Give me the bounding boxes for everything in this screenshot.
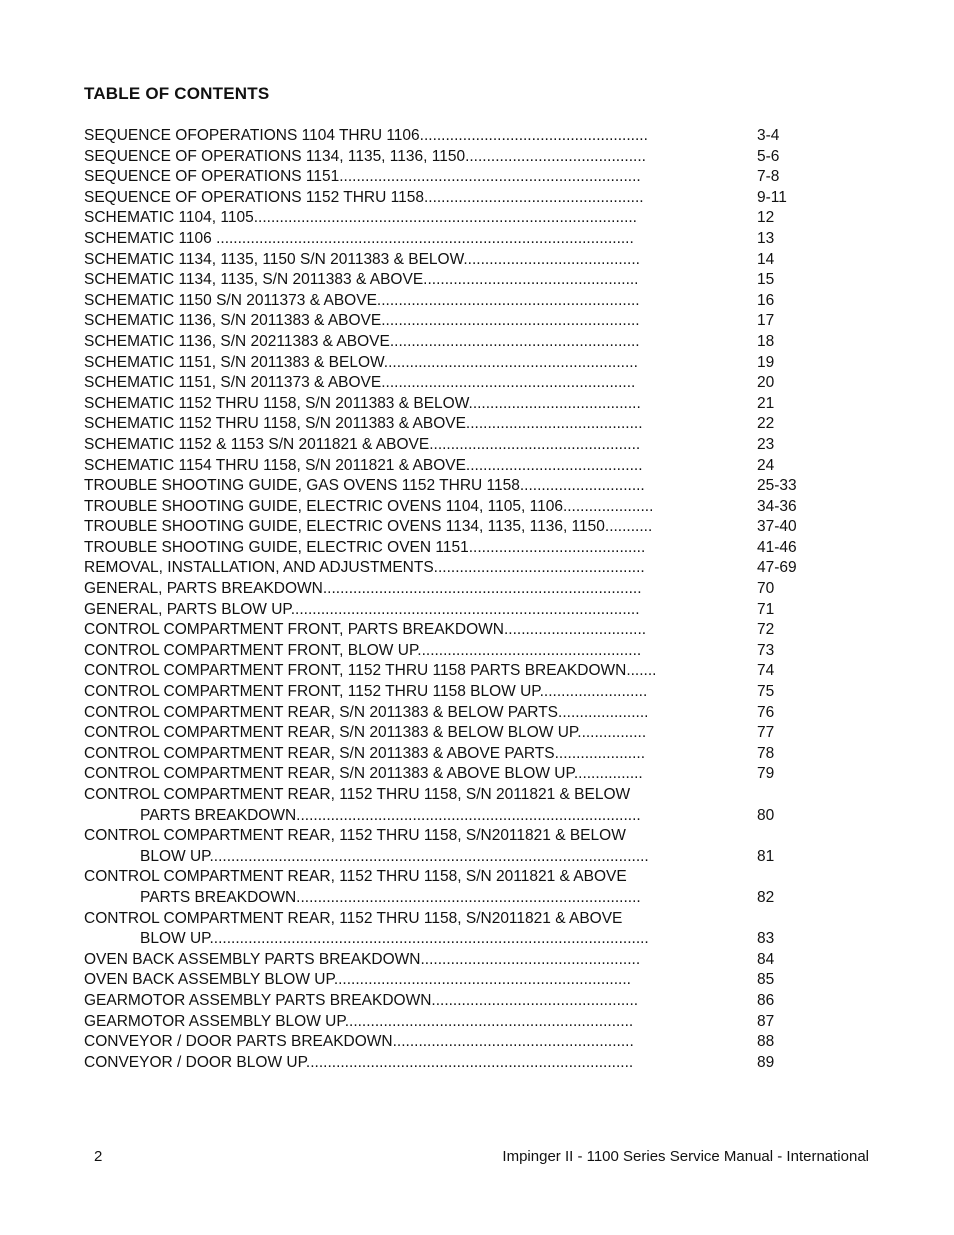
toc-entry-title: SEQUENCE OF OPERATIONS 1152 THRU 1158................................................... [84, 188, 644, 206]
toc-entry-title: SEQUENCE OF OPERATIONS 1151...................................................................... [84, 168, 641, 186]
toc-entry-page: 14 [757, 250, 775, 268]
toc-entry-page: 7-8 [757, 168, 780, 186]
toc-entry [84, 764, 844, 785]
toc-entry-title: GEARMOTOR ASSEMBLY BLOW UP................................................................... [84, 1012, 634, 1030]
toc-entry-title: TROUBLE SHOOTING GUIDE, ELECTRIC OVENS 1134, 1135, 1136, 1150........... [84, 518, 653, 536]
toc-entry-page: 17 [757, 312, 775, 330]
toc-entry-title: SCHEMATIC 1151, S/N 2011383 & BELOW........................................................... [84, 353, 638, 371]
toc-entry [84, 291, 844, 312]
toc-entry [84, 1053, 844, 1074]
toc-entry [84, 909, 844, 930]
toc-entry-title: SCHEMATIC 1104, 1105......................................................................................... [84, 209, 637, 227]
toc-entry-title: SCHEMATIC 1154 THRU 1158, S/N 2011821 & ABOVE......................................... [84, 456, 643, 474]
toc-entry-page: 16 [757, 291, 775, 309]
toc-entry [84, 270, 844, 291]
footer-manual-title: Impinger II - 1100 Series Service Manual - International [502, 1148, 869, 1165]
toc-entry-page: 84 [757, 950, 775, 968]
toc-entry-title: SCHEMATIC 1152 THRU 1158, S/N 2011383 & ABOVE......................................... [84, 415, 643, 433]
toc-entry-title: SCHEMATIC 1151, S/N 2011373 & ABOVE........................................................... [84, 374, 636, 392]
toc-entry [84, 847, 844, 868]
toc-entry-page: 23 [757, 435, 775, 453]
table-of-contents [84, 126, 844, 1073]
toc-entry-title: CONTROL COMPARTMENT REAR, S/N 2011383 & BELOW PARTS..................... [84, 703, 649, 721]
toc-entry-page: 81 [757, 847, 775, 865]
toc-entry [84, 558, 844, 579]
toc-entry-title: GENERAL, PARTS BLOW UP................................................................................. [84, 600, 640, 618]
toc-entry-title: SCHEMATIC 1150 S/N 2011373 & ABOVE............................................................. [84, 291, 640, 309]
toc-entry-page: 70 [757, 580, 775, 598]
toc-entry [84, 991, 844, 1012]
toc-entry-title: CONTROL COMPARTMENT REAR, 1152 THRU 1158, S/N 2011821 & ABOVE [84, 868, 627, 886]
toc-entry-page: 79 [757, 765, 775, 783]
toc-entry-title: GENERAL, PARTS BREAKDOWN.......................................................................... [84, 580, 642, 598]
toc-entry-page: 3-4 [757, 127, 780, 144]
toc-entry [84, 167, 844, 188]
toc-entry [84, 1012, 844, 1033]
toc-entry-page: 80 [757, 806, 775, 824]
toc-entry [84, 826, 844, 847]
toc-entry [84, 456, 844, 477]
toc-entry-title: OVEN BACK ASSEMBLY PARTS BREAKDOWN................................................... [84, 950, 641, 968]
toc-entry-title: TROUBLE SHOOTING GUIDE, ELECTRIC OVENS 1104, 1105, 1106..................... [84, 497, 654, 515]
toc-entry-page: 9-11 [757, 188, 787, 206]
toc-entry-page: 22 [757, 415, 775, 433]
toc-entry-title: BLOW UP...................................................................................................... [140, 847, 649, 865]
toc-entry-title: TROUBLE SHOOTING GUIDE, GAS OVENS 1152 THRU 1158............................. [84, 477, 645, 495]
toc-entry [84, 435, 844, 456]
toc-entry [84, 497, 844, 518]
toc-entry [84, 806, 844, 827]
toc-entry [84, 208, 844, 229]
toc-entry-title: CONTROL COMPARTMENT FRONT, 1152 THRU 1158 PARTS BREAKDOWN....... [84, 662, 657, 680]
toc-entry-page: 75 [757, 683, 775, 701]
toc-entry [84, 661, 844, 682]
toc-entry-page: 20 [757, 374, 775, 392]
toc-entry-title: GEARMOTOR ASSEMBLY PARTS BREAKDOWN................................................ [84, 991, 639, 1009]
toc-entry [84, 476, 844, 497]
toc-entry-page: 71 [757, 600, 775, 618]
toc-entry-title: PARTS BREAKDOWN................................................................................ [140, 806, 641, 824]
toc-entry [84, 641, 844, 662]
toc-entry-page: 86 [757, 991, 775, 1009]
toc-entry [84, 188, 844, 209]
footer-page-number: 2 [94, 1148, 103, 1165]
toc-entry-title: REMOVAL, INSTALLATION, AND ADJUSTMENTS................................................. [84, 559, 645, 577]
toc-entry-title: CONTROL COMPARTMENT REAR, S/N 2011383 & ABOVE BLOW UP................ [84, 765, 643, 783]
toc-entry [84, 888, 844, 909]
toc-entry-page: 82 [757, 888, 775, 906]
toc-entry [84, 950, 844, 971]
toc-entry-title: CONVEYOR / DOOR BLOW UP............................................................................ [84, 1053, 634, 1071]
toc-entry-page: 72 [757, 621, 775, 639]
toc-entry-title: SCHEMATIC 1134, 1135, 1150 S/N 2011383 & BELOW......................................... [84, 250, 640, 268]
page-title: TABLE OF CONTENTS [84, 84, 270, 103]
toc-entry [84, 517, 844, 538]
toc-entry-title: CONTROL COMPARTMENT REAR, 1152 THRU 1158, S/N 2011821 & BELOW [84, 786, 631, 803]
toc-entry-title: CONVEYOR / DOOR PARTS BREAKDOWN........................................................ [84, 1033, 634, 1051]
toc-entry [84, 414, 844, 435]
toc-entry-page: 12 [757, 209, 775, 227]
toc-entry-page: 21 [757, 394, 775, 412]
toc-entry [84, 373, 844, 394]
toc-entry [84, 744, 844, 765]
toc-entry-page: 88 [757, 1033, 775, 1051]
toc-entry [84, 579, 844, 600]
toc-entry [84, 250, 844, 271]
toc-entry-page: 15 [757, 271, 775, 289]
toc-entry-page: 85 [757, 971, 775, 989]
toc-entry-page: 74 [757, 662, 775, 680]
toc-entry [84, 703, 844, 724]
toc-entry-title: SCHEMATIC 1136, S/N 2011383 & ABOVE............................................................ [84, 312, 640, 330]
toc-entry-page: 24 [757, 456, 775, 474]
toc-entry-page: 89 [757, 1053, 775, 1071]
toc-entry-title: SCHEMATIC 1134, 1135, S/N 2011383 & ABOVE.................................................. [84, 271, 639, 289]
toc-entry-title: CONTROL COMPARTMENT FRONT, 1152 THRU 1158 BLOW UP......................... [84, 683, 648, 701]
toc-entry [84, 970, 844, 991]
toc-entry [84, 785, 844, 806]
toc-entry-title: CONTROL COMPARTMENT REAR, 1152 THRU 1158, S/N2011821 & ABOVE [84, 909, 623, 927]
toc-entry-title: CONTROL COMPARTMENT FRONT, PARTS BREAKDOWN................................. [84, 621, 647, 639]
toc-entry [84, 394, 844, 415]
toc-entry [84, 620, 844, 641]
toc-entry [84, 538, 844, 559]
toc-entry-title: SCHEMATIC 1152 & 1153 S/N 2011821 & ABOVE................................................. [84, 435, 641, 453]
toc-entry-title: OVEN BACK ASSEMBLY BLOW UP..................................................................... [84, 971, 631, 989]
toc-entry-title: SEQUENCE OF OPERATIONS 1134, 1135, 1136, 1150.......................................... [84, 147, 646, 165]
toc-entry-page: 18 [757, 332, 775, 350]
toc-entry [84, 353, 844, 374]
toc-entry [84, 723, 844, 744]
toc-entry-page: 19 [757, 353, 775, 371]
toc-entry-title: SCHEMATIC 1136, S/N 20211383 & ABOVE.......................................................... [84, 332, 640, 350]
toc-entry-page: 77 [757, 724, 775, 742]
toc-entry [84, 126, 844, 147]
toc-entry-page: 87 [757, 1012, 775, 1030]
toc-entry-page: 34-36 [757, 497, 797, 515]
toc-entry-page: 83 [757, 930, 775, 948]
toc-entry-page: 47-69 [757, 559, 797, 577]
toc-entry-page: 76 [757, 703, 775, 721]
toc-entry-title: TROUBLE SHOOTING GUIDE, ELECTRIC OVEN 1151......................................... [84, 538, 646, 556]
toc-entry-page: 73 [757, 641, 775, 659]
toc-entry-title: CONTROL COMPARTMENT REAR, 1152 THRU 1158, S/N2011821 & BELOW [84, 827, 626, 845]
toc-entry [84, 1032, 844, 1053]
toc-entry-page: 37-40 [757, 518, 797, 536]
toc-entry-page: 25-33 [757, 477, 797, 495]
toc-entry [84, 600, 844, 621]
toc-entry-title: SCHEMATIC 1152 THRU 1158, S/N 2011383 & BELOW........................................ [84, 394, 641, 412]
toc-entry [84, 332, 844, 353]
toc-entry-title: PARTS BREAKDOWN................................................................................ [140, 888, 641, 906]
toc-entry-page: 5-6 [757, 147, 780, 165]
toc-entry-page: 13 [757, 229, 775, 247]
toc-entry [84, 929, 844, 950]
toc-entry-title: SCHEMATIC 1106 ................................................................................................. [84, 229, 634, 247]
toc-entry-title: CONTROL COMPARTMENT REAR, S/N 2011383 & BELOW BLOW UP................ [84, 724, 647, 742]
toc-entry [84, 867, 844, 888]
toc-entry [84, 682, 844, 703]
toc-entry-title: CONTROL COMPARTMENT FRONT, BLOW UP.................................................... [84, 641, 642, 659]
toc-entry-title: CONTROL COMPARTMENT REAR, S/N 2011383 & ABOVE PARTS..................... [84, 744, 646, 762]
toc-entry [84, 311, 844, 332]
toc-entry-page: 78 [757, 744, 775, 762]
toc-entry-title: SEQUENCE OFOPERATIONS 1104 THRU 1106..................................................... [84, 127, 648, 144]
toc-entry [84, 229, 844, 250]
toc-entry-page: 41-46 [757, 538, 797, 556]
toc-entry [84, 147, 844, 168]
toc-entry-title: BLOW UP...................................................................................................... [140, 930, 649, 948]
